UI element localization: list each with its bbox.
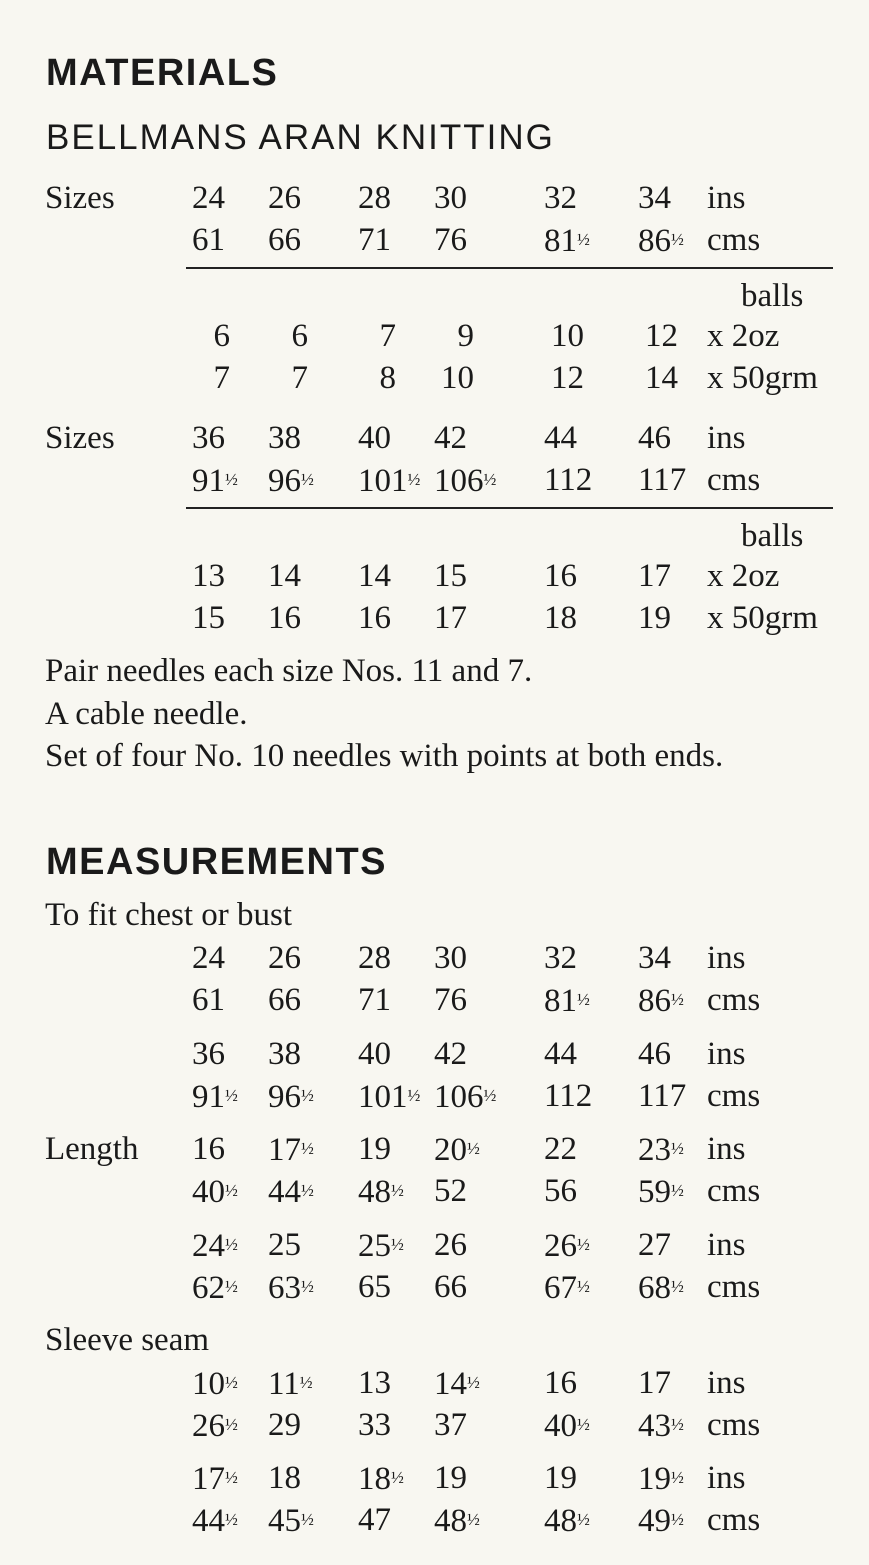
- sleeve-row: [0, 1405, 869, 1445]
- unit-label: cms: [707, 1269, 761, 1305]
- size-value: 24: [192, 940, 225, 976]
- size-value: 38: [268, 420, 301, 456]
- chest-label: To fit chest or bust: [45, 897, 292, 933]
- size-value: 15: [434, 558, 467, 594]
- size-value: 14: [358, 558, 391, 594]
- balls-2oz-row: [0, 556, 869, 596]
- size-value: 26½: [192, 1408, 237, 1444]
- size-value: 106½: [434, 1079, 496, 1115]
- balls-50grm-row: [0, 358, 869, 398]
- size-value: 7: [291, 360, 308, 396]
- size-value: 6: [291, 318, 308, 354]
- size-value: 46: [638, 420, 671, 456]
- size-value: 42: [434, 420, 467, 456]
- size-value: 17: [638, 558, 671, 594]
- size-value: 19½: [638, 1461, 683, 1497]
- size-value: 26½: [544, 1228, 589, 1264]
- yarn-name: BELLMANS ARAN KNITTING: [46, 118, 555, 157]
- size-value: 81½: [544, 223, 589, 259]
- size-value: 26: [268, 180, 301, 216]
- size-value: 112: [544, 1078, 593, 1114]
- size-value: 48½: [434, 1503, 479, 1539]
- size-value: 47: [358, 1502, 391, 1538]
- size-value: 17: [638, 1365, 671, 1401]
- size-value: 17½: [192, 1461, 237, 1497]
- unit-label: ins: [707, 940, 746, 976]
- size-value: 14½: [434, 1366, 479, 1402]
- size-value: 65: [358, 1269, 391, 1305]
- size-value: 12: [645, 318, 678, 354]
- size-value: 76: [434, 222, 467, 258]
- size-value: 16: [358, 600, 391, 636]
- size-value: 37: [434, 1407, 467, 1443]
- size-value: 10½: [192, 1366, 237, 1402]
- size-value: 18: [544, 600, 577, 636]
- size-value: 28: [358, 180, 391, 216]
- materials-heading: MATERIALS: [46, 52, 279, 94]
- sizes-cms-row: [0, 220, 869, 260]
- size-value: 25: [268, 1227, 301, 1263]
- size-value: 26: [268, 940, 301, 976]
- size-value: 16: [544, 1365, 577, 1401]
- sizes-ins-row: [0, 178, 869, 218]
- sizes-cms-row: [0, 460, 869, 500]
- length-row: [0, 1267, 869, 1307]
- size-value: 18½: [358, 1461, 403, 1497]
- size-value: 28: [358, 940, 391, 976]
- balls-50grm-row: [0, 598, 869, 638]
- size-value: 44½: [192, 1503, 237, 1539]
- size-value: 44: [544, 1036, 577, 1072]
- size-value: 16: [544, 558, 577, 594]
- size-value: 96½: [268, 1079, 313, 1115]
- needles-set-text: Set of four No. 10 needles with points at both ends.: [45, 738, 724, 774]
- size-value: 61: [192, 982, 225, 1018]
- size-value: 56: [544, 1173, 577, 1209]
- size-value: 112: [544, 462, 593, 498]
- size-value: 81½: [544, 983, 589, 1019]
- unit-label: x 50grm: [707, 360, 818, 396]
- balls-label: balls: [741, 518, 804, 554]
- size-value: 19: [358, 1131, 391, 1167]
- size-value: 19: [638, 600, 671, 636]
- size-value: 29: [268, 1407, 301, 1443]
- unit-label: ins: [707, 1036, 746, 1072]
- sleeve-row: [0, 1458, 869, 1498]
- size-value: 27: [638, 1227, 671, 1263]
- size-value: 91½: [192, 463, 237, 499]
- size-value: 22: [544, 1131, 577, 1167]
- size-value: 101½: [358, 1079, 420, 1115]
- sleeve-label: Sleeve seam: [45, 1322, 210, 1358]
- unit-label: cms: [707, 982, 761, 1018]
- size-value: 67½: [544, 1270, 589, 1306]
- row-label: Sizes: [45, 420, 115, 456]
- size-value: 19: [434, 1460, 467, 1496]
- size-value: 62½: [192, 1270, 237, 1306]
- size-value: 12: [551, 360, 584, 396]
- size-value: 11½: [268, 1366, 312, 1402]
- chest-row: [0, 1076, 869, 1116]
- size-value: 117: [638, 462, 687, 498]
- unit-label: cms: [707, 1407, 761, 1443]
- balls-label: balls: [741, 278, 804, 314]
- size-value: 10: [441, 360, 474, 396]
- size-value: 68½: [638, 1270, 683, 1306]
- size-value: 18: [268, 1460, 301, 1496]
- size-value: 66: [434, 1269, 467, 1305]
- size-value: 30: [434, 180, 467, 216]
- size-value: 44: [544, 420, 577, 456]
- chest-row: [0, 980, 869, 1020]
- length-row: [0, 1225, 869, 1265]
- unit-label: ins: [707, 180, 746, 216]
- size-value: 86½: [638, 983, 683, 1019]
- size-value: 13: [192, 558, 225, 594]
- unit-label: ins: [707, 1227, 746, 1263]
- size-value: 76: [434, 982, 467, 1018]
- size-value: 40: [358, 1036, 391, 1072]
- size-value: 48½: [544, 1503, 589, 1539]
- measurements-heading: MEASUREMENTS: [46, 841, 388, 883]
- unit-label: cms: [707, 462, 761, 498]
- size-value: 8: [379, 360, 396, 396]
- size-value: 40½: [544, 1408, 589, 1444]
- size-value: 19: [544, 1460, 577, 1496]
- size-value: 45½: [268, 1503, 313, 1539]
- size-value: 17½: [268, 1132, 313, 1168]
- row-label: Sizes: [45, 180, 115, 216]
- size-value: 46: [638, 1036, 671, 1072]
- size-value: 96½: [268, 463, 313, 499]
- size-value: 14: [268, 558, 301, 594]
- size-value: 32: [544, 180, 577, 216]
- size-value: 34: [638, 940, 671, 976]
- size-value: 23½: [638, 1132, 683, 1168]
- unit-label: cms: [707, 222, 761, 258]
- size-value: 40½: [192, 1174, 237, 1210]
- size-value: 7: [213, 360, 230, 396]
- unit-label: cms: [707, 1173, 761, 1209]
- size-value: 59½: [638, 1174, 683, 1210]
- size-value: 42: [434, 1036, 467, 1072]
- size-value: 16: [192, 1131, 225, 1167]
- size-value: 71: [358, 982, 391, 1018]
- needles-pair-text: Pair needles each size Nos. 11 and 7.: [45, 653, 533, 689]
- size-value: 10: [551, 318, 584, 354]
- sleeve-row: [0, 1500, 869, 1540]
- length-row: [0, 1171, 869, 1211]
- unit-label: ins: [707, 1365, 746, 1401]
- size-value: 61: [192, 222, 225, 258]
- size-value: 36: [192, 420, 225, 456]
- size-value: 6: [213, 318, 230, 354]
- size-value: 24½: [192, 1228, 237, 1264]
- size-value: 66: [268, 222, 301, 258]
- size-value: 36: [192, 1036, 225, 1072]
- size-value: 106½: [434, 463, 496, 499]
- size-value: 20½: [434, 1132, 479, 1168]
- table-rule: [186, 507, 833, 509]
- size-value: 43½: [638, 1408, 683, 1444]
- size-value: 38: [268, 1036, 301, 1072]
- size-value: 48½: [358, 1174, 403, 1210]
- size-value: 14: [645, 360, 678, 396]
- size-value: 101½: [358, 463, 420, 499]
- size-value: 117: [638, 1078, 687, 1114]
- size-value: 33: [358, 1407, 391, 1443]
- size-value: 44½: [268, 1174, 313, 1210]
- size-value: 24: [192, 180, 225, 216]
- size-value: 32: [544, 940, 577, 976]
- size-value: 66: [268, 982, 301, 1018]
- size-value: 63½: [268, 1270, 313, 1306]
- unit-label: ins: [707, 1460, 746, 1496]
- unit-label: x 2oz: [707, 558, 780, 594]
- unit-label: ins: [707, 1131, 746, 1167]
- cable-needle-text: A cable needle.: [45, 696, 248, 732]
- sizes-ins-row: [0, 418, 869, 458]
- table-rule: [186, 267, 833, 269]
- unit-label: cms: [707, 1502, 761, 1538]
- size-value: 15: [192, 600, 225, 636]
- unit-label: cms: [707, 1078, 761, 1114]
- size-value: 40: [358, 420, 391, 456]
- size-value: 16: [268, 600, 301, 636]
- row-label: Length: [45, 1131, 139, 1167]
- length-row: [0, 1129, 869, 1169]
- size-value: 71: [358, 222, 391, 258]
- sleeve-row: [0, 1363, 869, 1403]
- size-value: 26: [434, 1227, 467, 1263]
- unit-label: ins: [707, 420, 746, 456]
- balls-2oz-row: [0, 316, 869, 356]
- unit-label: x 2oz: [707, 318, 780, 354]
- size-value: 7: [379, 318, 396, 354]
- chest-row: [0, 1034, 869, 1074]
- size-value: 30: [434, 940, 467, 976]
- size-value: 9: [457, 318, 474, 354]
- size-value: 52: [434, 1173, 467, 1209]
- size-value: 17: [434, 600, 467, 636]
- size-value: 13: [358, 1365, 391, 1401]
- unit-label: x 50grm: [707, 600, 818, 636]
- size-value: 91½: [192, 1079, 237, 1115]
- size-value: 49½: [638, 1503, 683, 1539]
- chest-row: [0, 938, 869, 978]
- size-value: 25½: [358, 1228, 403, 1264]
- size-value: 34: [638, 180, 671, 216]
- size-value: 86½: [638, 223, 683, 259]
